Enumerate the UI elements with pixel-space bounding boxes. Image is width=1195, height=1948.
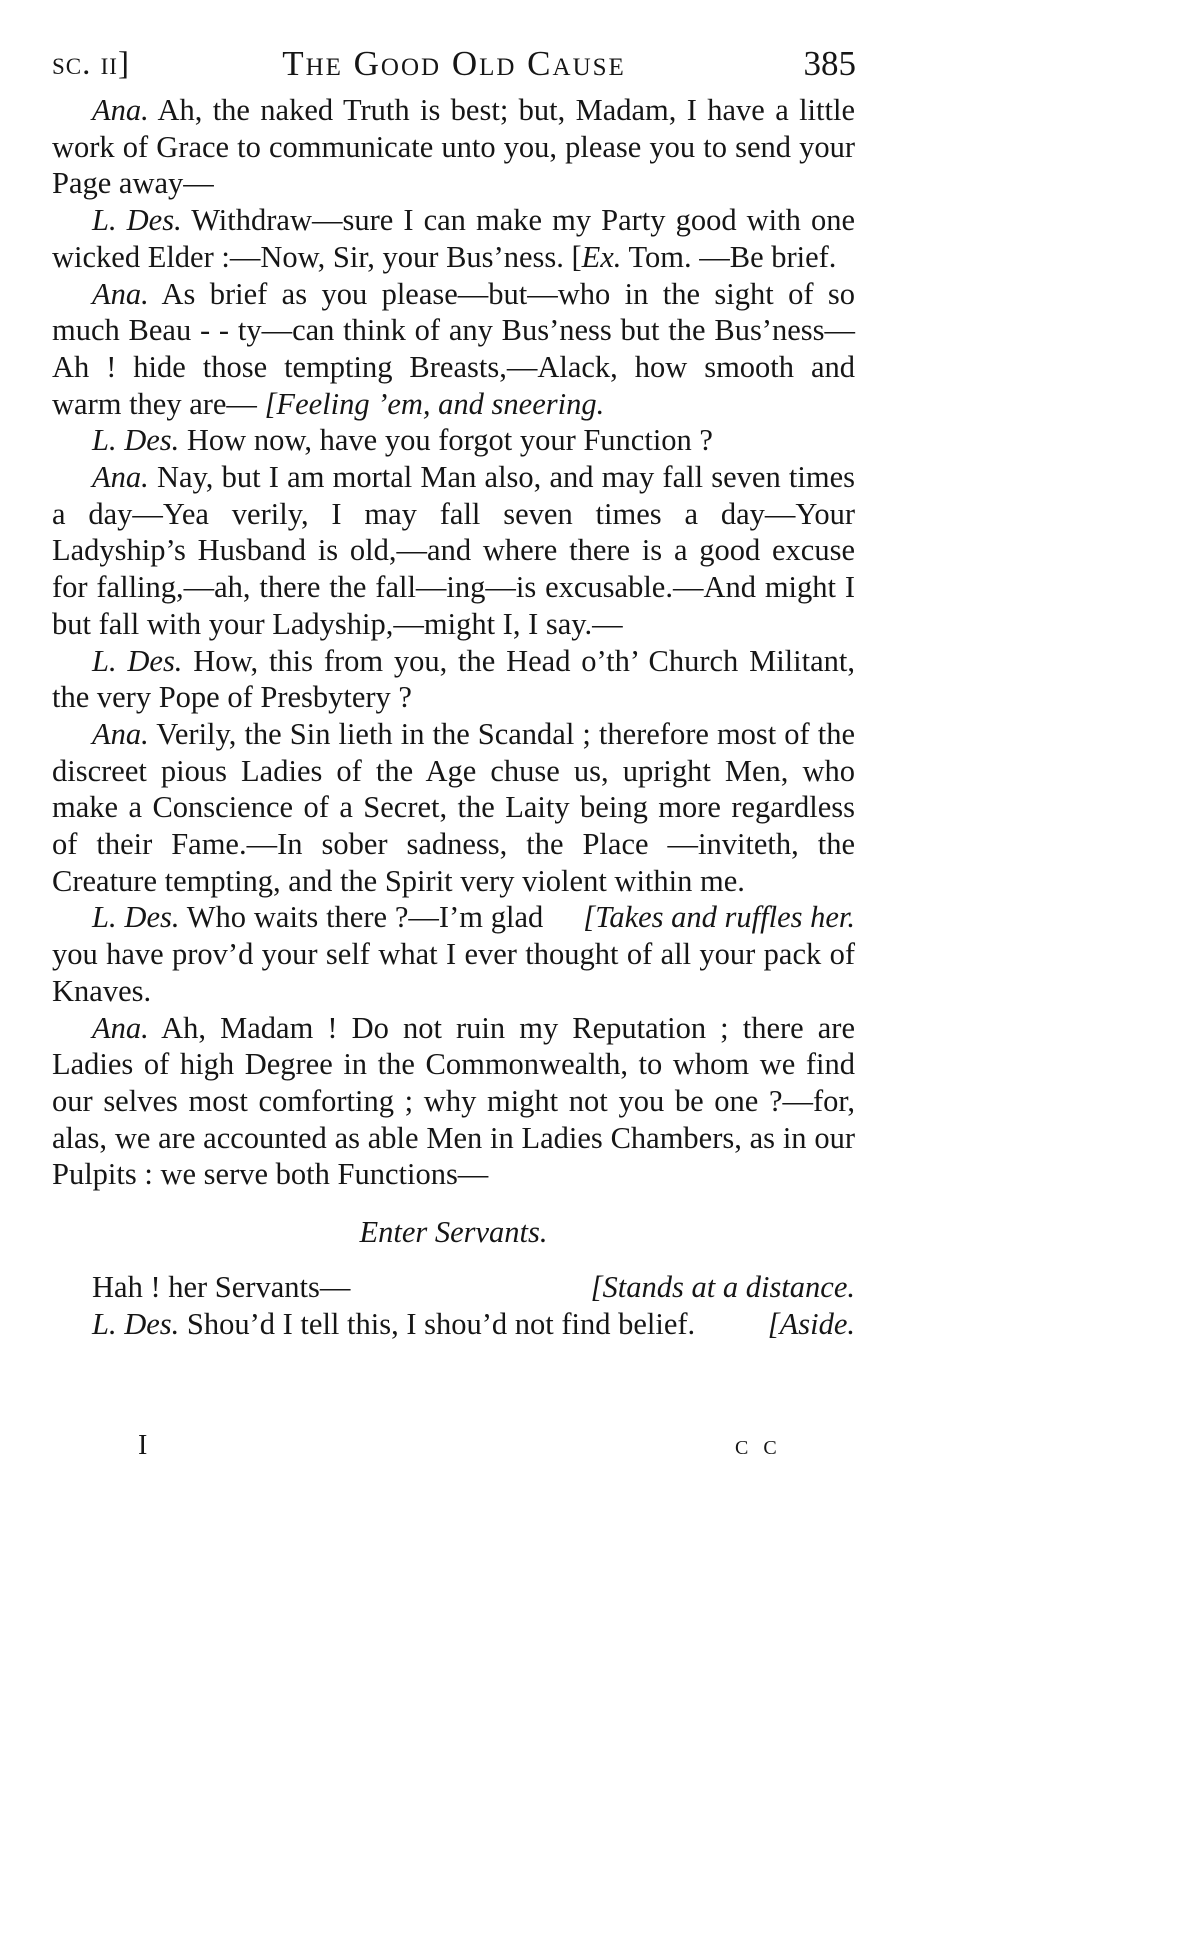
page-number: 385 [803, 44, 856, 83]
speech [52, 202, 855, 275]
speaker-name: Ana. [92, 276, 149, 311]
stage-direction-inline: Ex. [581, 239, 622, 274]
speaker-name: Ana. [92, 716, 149, 751]
catchword: c c [735, 1430, 781, 1461]
speaker-name: Ana. [92, 1010, 149, 1045]
speech [52, 643, 855, 716]
speech-text: Nay, but I am mortal Man also, and may fall seven times a day—Yea verily, I may fall seven times a day—Your Ladyship’s Husband is old,—and where there is a good excuse for falling,—ah, there the fall—ing—is excusable.—And might I but fall with your Ladyship,—might I, I say.— [52, 460, 855, 641]
stage-direction-right: [Stands at a distance. [590, 1269, 855, 1304]
speaker-name: L. Des. [92, 643, 183, 678]
page-footer [52, 1428, 856, 1464]
speech [52, 459, 855, 643]
speaker-name: Ana. [92, 460, 149, 495]
speech [52, 276, 855, 423]
stage-direction-inline: [Feeling ’em, and sneering. [264, 386, 605, 421]
speech-text: How, this from you, the Head o’th’ Church Militant, the very Pope of Presbytery ? [52, 643, 855, 715]
speaker-name: L. Des. [92, 900, 180, 935]
scene-label: sc. ii] [52, 46, 130, 82]
play-text [52, 92, 855, 1342]
speech-text: As brief as you please—but—who in the sight of so much Beau - - ty—can think of any Bus’ness but the Bus’ness—Ah ! hide those tempting Breasts,—Alack, how smooth and warm they are— [52, 276, 855, 421]
stage-direction-right: [Takes and ruffles her. [583, 900, 855, 935]
stage-direction-centered: Enter Servants. [359, 1215, 548, 1250]
signature-mark: I [138, 1430, 148, 1461]
speech-text-continued: Tom. —Be brief. [621, 239, 837, 274]
speaker-name: L. Des. [92, 1306, 180, 1341]
speech-text: Withdraw—sure I can make my Party good with one wicked Elder :—Now, Sir, your Bus’ness. [ [52, 203, 855, 274]
book-title: The Good Old Cause [282, 44, 626, 83]
speech-text: How now, have you forgot your Function ? [179, 423, 713, 458]
closing-line [52, 1269, 855, 1306]
speech [52, 1010, 855, 1194]
running-header [52, 44, 856, 94]
speech-text: Verily, the Sin lieth in the Scandal ; therefore most of the discreet pious Ladies of the Age chuse us, upright Men, who make a Conscience of a Secret, the Laity being more regardless of their Fame.—In sober sadness, the Place —inviteth, the Creature tempting, and the Spirit very violent within me. [52, 716, 855, 898]
speaker-name: Ana. [92, 93, 149, 127]
speech-text: Ah, the naked Truth is best; but, Madam, I have a little work of Grace to communicate unto you, please you to send your Page away— [52, 93, 855, 201]
speaker-name: L. Des. [92, 423, 180, 458]
closing-line [52, 1306, 855, 1343]
speech [52, 422, 855, 459]
speech [52, 92, 855, 202]
speech-text: Who waits there ?—I’m glad you have prov’d your self what I ever thought of all your pack of Knaves. [52, 900, 855, 1008]
stage-direction-right: [Aside. [767, 1306, 855, 1341]
speech-text: Hah ! her Servants— [92, 1269, 351, 1304]
speech-text: Shou’d I tell this, I shou’d not find belief. [179, 1306, 696, 1341]
speech-text: Ah, Madam ! Do not ruin my Reputation ; there are Ladies of high Degree in the Commonwealth, to whom we find our selves most comforting ; why might not you be one ?—for, alas, we are accounted as able Men in Ladies Chambers, as in our Pulpits : we serve both Functions— [52, 1010, 855, 1192]
speaker-name: L. Des. [92, 203, 182, 238]
